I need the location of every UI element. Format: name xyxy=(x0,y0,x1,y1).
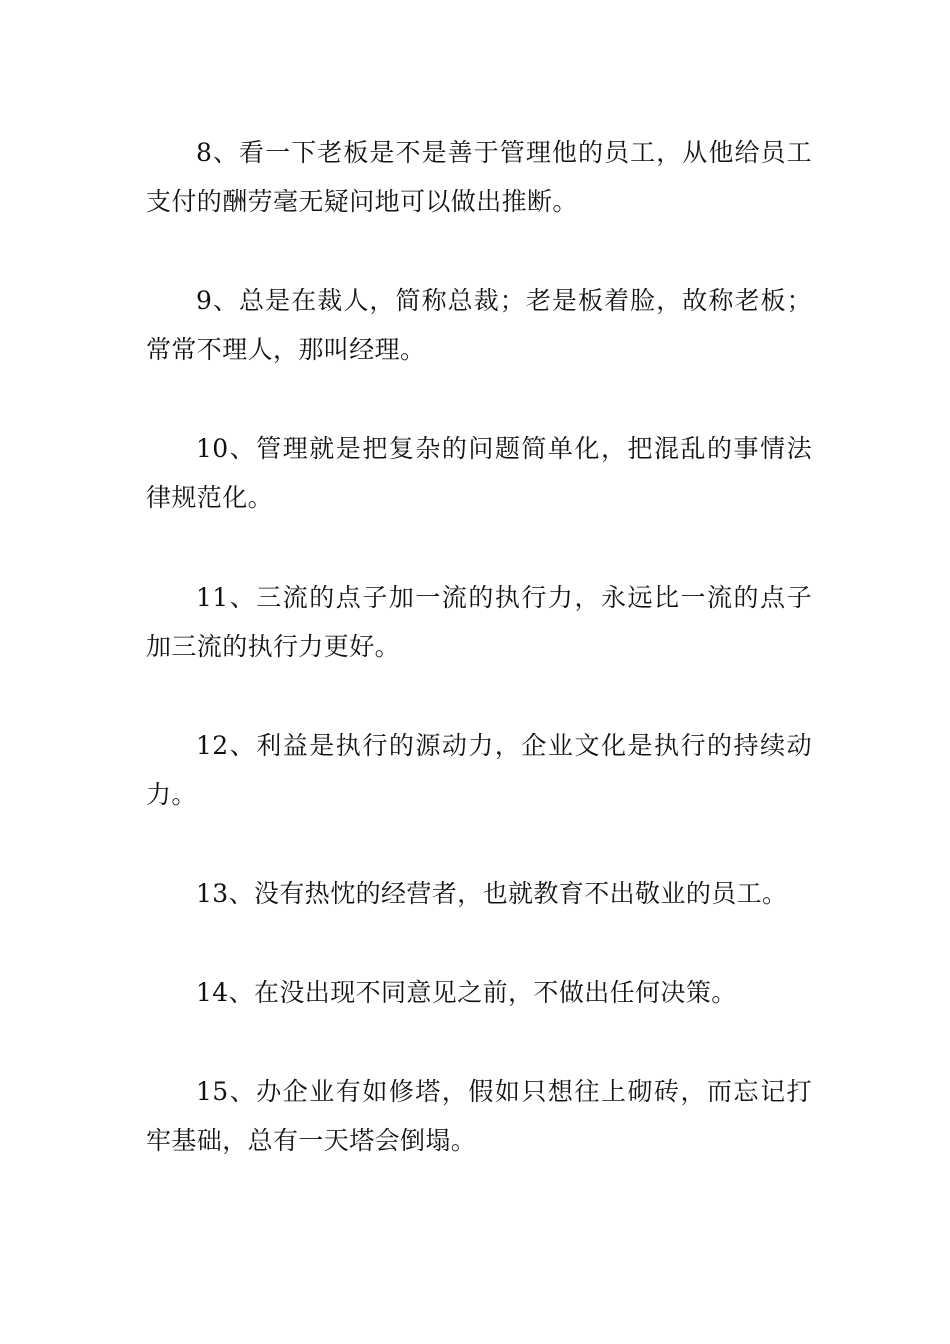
paragraph-10: 10、管理就是把复杂的问题简单化，把混乱的事情法律规范化。 xyxy=(146,434,812,512)
paragraph-14: 14、在没出现不同意见之前，不做出任何决策。 xyxy=(196,978,737,1007)
paragraph-9: 9、总是在裁人，简称总裁；老是板着脸，故称老板；常常不理人，那叫经理。 xyxy=(146,286,812,364)
paragraph-12: 12、利益是执行的源动力，企业文化是执行的持续动力。 xyxy=(146,731,812,809)
paragraph-15: 15、办企业有如修塔，假如只想往上砌砖，而忘记打牢基础，总有一天塔会倒塌。 xyxy=(146,1077,812,1155)
paragraph-11: 11、三流的点子加一流的执行力，永远比一流的点子加三流的执行力更好。 xyxy=(146,583,812,661)
paragraph-13: 13、没有热忱的经营者，也就教育不出敬业的员工。 xyxy=(196,879,788,908)
paragraph-8: 8、看一下老板是不是善于管理他的员工，从他给员工支付的酬劳毫无疑问地可以做出推断。 xyxy=(146,138,812,216)
